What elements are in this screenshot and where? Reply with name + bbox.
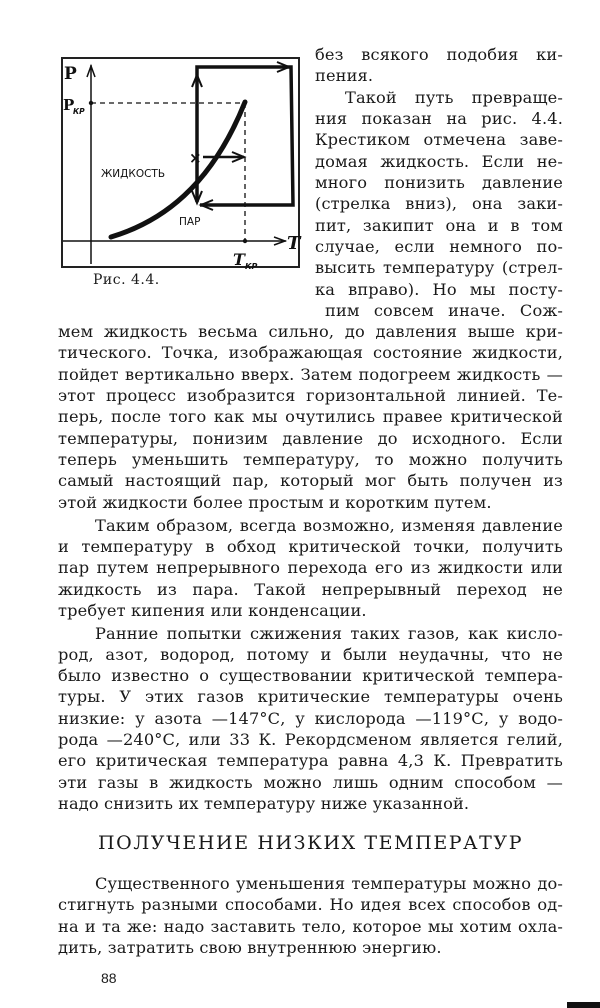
text-line: туры. У этих газов критические температуры очень <box>58 687 563 706</box>
text-line: пар путем непрерывного перехода его из жидкости или <box>58 558 563 577</box>
liquid-region-label: ЖИДКОСТЬ <box>101 168 166 180</box>
text-line: Крестиком отмечена заве- <box>315 130 563 149</box>
p-critical-subscript: КР <box>73 107 85 116</box>
text-line: пим совсем иначе. Сож- <box>325 301 563 320</box>
text-line: случае, если немного по- <box>315 237 563 256</box>
text-line: перь, после того как мы очутились правее критической <box>58 407 563 426</box>
scan-artifact <box>567 1002 600 1008</box>
text-line: температуры, понизим давление до исходного. Если <box>58 429 563 448</box>
text-line: эти газы в жидкость можно лишь одним способом — <box>58 773 563 792</box>
p-critical-label: P <box>63 96 75 114</box>
t-critical-label: T <box>233 250 245 269</box>
text-line: этот процесс изобразится горизонтальной линией. Те- <box>58 386 563 405</box>
text-line: Таким образом, всегда возможно, изменяя давление <box>95 516 563 535</box>
text-line: надо снизить их температуру ниже указанной. <box>58 794 470 813</box>
figure-phase-diagram <box>61 57 301 271</box>
page-number: 88 <box>101 970 117 986</box>
text-line: пения. <box>315 66 374 85</box>
text-line: (стрелка вниз), она заки- <box>315 194 563 213</box>
text-line: стигнуть разными способами. Но идея всех способов од- <box>58 895 563 914</box>
text-line: на и та же: надо заставить тело, которое мы хотим охла- <box>58 917 563 936</box>
text-line: низкие: у азота —147°С, у кислорода —119°С, у водо- <box>58 709 563 728</box>
text-line: Существенного уменьшения температуры можно до- <box>95 874 563 893</box>
text-line: пит, закипит она и в том <box>315 216 563 235</box>
text-line: жидкость из пара. Такой непрерывный переход не <box>58 580 563 599</box>
vapor-region-label: ПАР <box>179 216 201 228</box>
text-line: было известно о существовании критической темпера- <box>58 666 563 685</box>
text-line: Ранние попытки сжижения таких газов, как кисло- <box>95 624 563 643</box>
text-line: ка вправо). Но мы посту- <box>315 280 563 299</box>
text-line: требует кипения или конденсации. <box>58 601 367 620</box>
phase-diagram-graphic <box>61 57 304 272</box>
figure-caption: Рис. 4.4. <box>93 272 160 288</box>
t-axis-label: T <box>287 233 301 254</box>
text-line: род, азот, водород, потому и были неудачны, что не <box>58 645 563 664</box>
text-line: домая жидкость. Если не- <box>315 152 563 171</box>
text-line: пойдет вертикально вверх. Затем подогреем жидкость — <box>58 365 563 384</box>
text-line: без всякого подобия ки- <box>315 45 563 64</box>
text-line: этой жидкости более простым и коротким путем. <box>58 493 492 512</box>
p-axis-label: P <box>64 64 77 84</box>
text-line: мем жидкость весьма сильно, до давления выше кри- <box>58 322 563 341</box>
text-line: и температуру в обход критической точки, получить <box>58 537 563 556</box>
text-line: теперь уменьшить температуру, то можно получить <box>58 450 563 469</box>
text-line: ния показан на рис. 4.4. <box>315 109 563 128</box>
text-line: Такой путь превраще- <box>345 88 563 107</box>
text-line: тического. Точка, изображающая состояние жидкости, <box>58 343 563 362</box>
text-line: высить температуру (стрел- <box>315 258 563 277</box>
text-line: дить, затратить свою внутреннюю энергию. <box>58 938 442 957</box>
text-line: рода —240°С, или 33 К. Рекордсменом является гелий, <box>58 730 563 749</box>
text-line: его критическая температура равна 4,3 К. Превратить <box>58 751 563 770</box>
text-line: самый настоящий пар, который мог быть получен из <box>58 471 563 490</box>
section-heading: ПОЛУЧЕНИЕ НИЗКИХ ТЕМПЕРАТУР <box>98 832 524 854</box>
liquid-state-marker: × <box>189 149 202 167</box>
t-critical-subscript: КР <box>245 262 258 271</box>
text-line: много понизить давление <box>315 173 563 192</box>
